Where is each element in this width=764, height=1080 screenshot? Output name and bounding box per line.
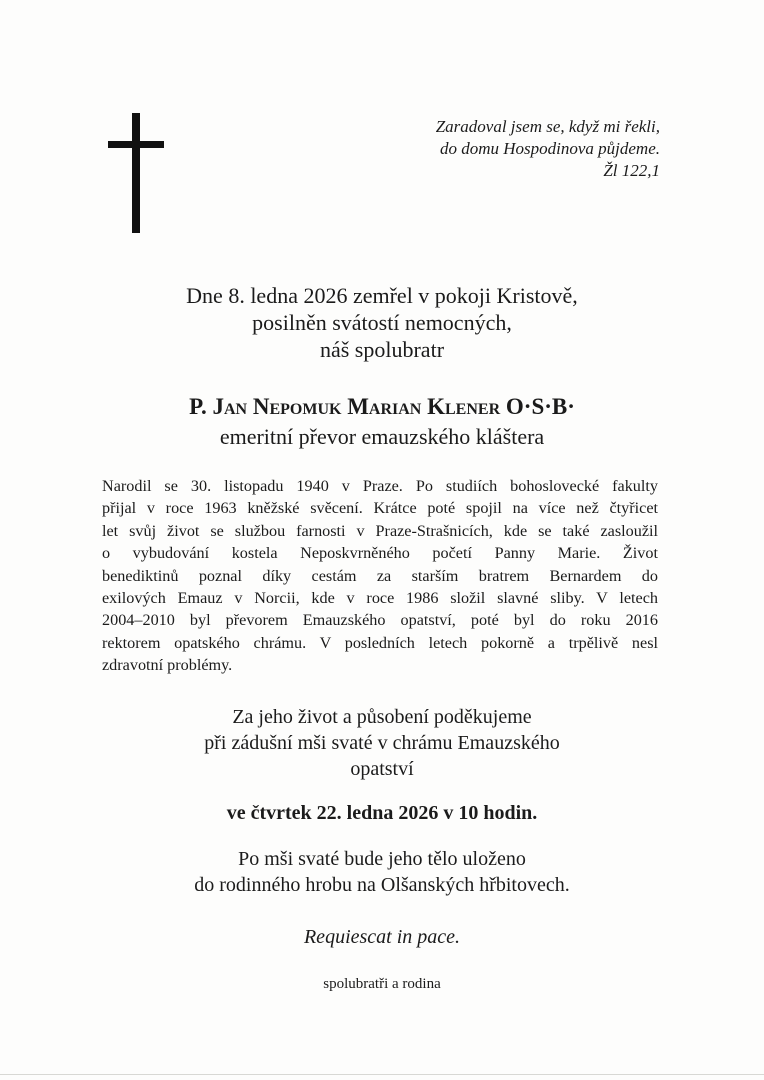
- intro-line: náš spolubratr: [319, 337, 445, 362]
- funeral-date: ve čtvrtek 22. ledna 2026 v 10 hodin.: [226, 802, 538, 824]
- burial-line: do rodinného hrobu na Olšanských hřbitovech.: [194, 874, 570, 896]
- biography-line: o vybudování kostela Neposkvrněného početí Panny Marie. Život: [102, 544, 658, 563]
- burial-line: Po mši svaté bude jeho tělo uloženo: [238, 848, 526, 870]
- scan-edge-line: [0, 1074, 764, 1075]
- biography-line: zdravotní problémy.: [102, 656, 233, 675]
- biography-line: let svůj život se službou farnosti v Praze-Strašnicích, kde se také zasloužil: [102, 521, 658, 540]
- funeral-mass-notice: [60, 704, 704, 782]
- thanks-line: Za jeho život a působení poděkujeme: [232, 706, 532, 728]
- cross-icon: [108, 113, 164, 233]
- biography-line: benediktinů poznal díky cestám za starším bratrem Bernardem do: [102, 566, 658, 585]
- cross-horizontal-bar: [108, 141, 164, 148]
- biography-line: exilových Emauz v Norcii, kde v roce 1986 složil slavné sliby. V letech: [102, 589, 658, 608]
- death-announcement: [60, 282, 704, 363]
- motto-line: Zaradoval jsem se, když mi řekli,: [435, 117, 660, 136]
- intro-line: posilněn svátostí nemocných,: [252, 310, 512, 335]
- deceased-order: O·S·B·: [505, 394, 575, 419]
- cross-vertical-bar: [132, 113, 140, 233]
- deceased-role: emeritní převor emauzského kláštera: [219, 424, 545, 449]
- biography-line: rektorem opatského chrámu. V posledních letech pokorně a trpělivě nesl: [102, 633, 658, 652]
- signature: spolubratři a rodina: [323, 976, 441, 992]
- burial-notice: [60, 846, 704, 898]
- requiescat-line: Requiescat in pace.: [303, 926, 461, 948]
- thanks-line: při zádušní mši svaté v chrámu Emauzského: [204, 732, 560, 754]
- motto-reference: Žl 122,1: [603, 161, 660, 180]
- motto-line: do domu Hospodinova půjdeme.: [439, 139, 660, 158]
- deceased-name-line: [60, 392, 704, 422]
- biography: [102, 475, 658, 677]
- biography-line: 2004–2010 byl převorem Emauzského opatství, poté byl do roku 2016: [102, 611, 658, 630]
- deceased-name: P. Jan Nepomuk Marian Klener: [189, 394, 501, 419]
- thanks-line: opatství: [350, 758, 414, 780]
- biography-line: přijal v roce 1963 kněžské svěcení. Krátce poté spojil na více než čtyřicet: [102, 499, 658, 518]
- biography-line: Narodil se 30. listopadu 1940 v Praze. Po studiích bohoslovecké fakulty: [102, 477, 658, 495]
- intro-line: Dne 8. ledna 2026 zemřel v pokoji Kristově,: [186, 283, 578, 308]
- psalm-motto: [300, 116, 660, 182]
